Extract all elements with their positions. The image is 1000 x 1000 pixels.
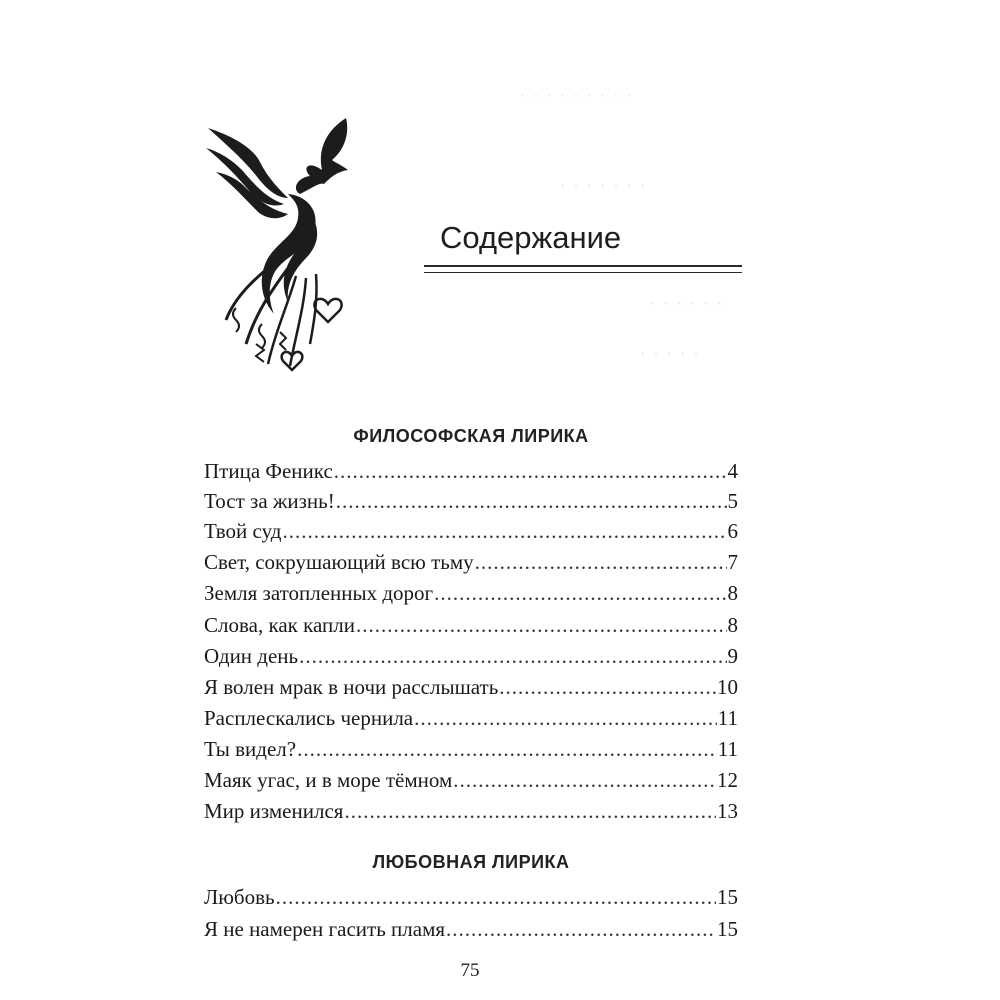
dot-leader [344, 796, 716, 826]
toc-entry-page: 8 [727, 581, 738, 605]
dot-leader [336, 486, 727, 516]
dot-leader [446, 914, 716, 944]
dot-leader [356, 610, 727, 640]
toc-entry-page: 8 [727, 613, 738, 637]
toc-entry-page: 15 [717, 885, 738, 909]
phoenix-icon [196, 108, 366, 388]
toc-entry-page: 11 [717, 737, 738, 761]
dot-leader [334, 456, 727, 486]
toc-entry-title: Маяк угас, и в море тёмном [204, 768, 453, 792]
dot-leader [276, 882, 716, 912]
toc-entry[interactable] [204, 610, 738, 640]
toc-entry-page: 5 [727, 489, 738, 513]
toc-entry-title: Один день [204, 644, 299, 668]
toc-entry-page: 9 [727, 644, 738, 668]
toc-entry-title: Твой суд [204, 519, 282, 543]
toc-entry[interactable] [204, 578, 738, 608]
toc-entry-title: Птица Феникс [204, 459, 333, 483]
dot-leader [499, 672, 716, 702]
heading-rule [424, 265, 742, 267]
dot-leader [453, 765, 716, 795]
toc-entry-page: 15 [717, 917, 738, 941]
toc-entry-title: Я волен мрак в ночи расслышать [204, 675, 499, 699]
section-title: ЛЮБОВНАЯ ЛИРИКА [372, 852, 570, 872]
bleed-through-shadow: · · · · · · · · · [520, 88, 634, 105]
toc-entry-title: Земля затопленных дорог [204, 581, 434, 605]
toc-entry-page: 4 [727, 459, 738, 483]
section-title: ФИЛОСОФСКАЯ ЛИРИКА [353, 426, 589, 446]
heading-rule-thin [424, 272, 742, 273]
dot-leader [475, 547, 727, 577]
toc-entry[interactable] [204, 486, 738, 516]
toc-entry-page: 6 [727, 519, 738, 543]
toc-entry-page: 10 [717, 675, 738, 699]
toc-entry-page: 11 [717, 706, 738, 730]
toc-entry[interactable] [204, 882, 738, 912]
toc-entry-title: Расплескались чернила [204, 706, 414, 730]
toc-entry-page: 7 [727, 550, 738, 574]
bleed-through-shadow: · · · · · [640, 346, 701, 363]
toc-entry-title: Любовь [204, 885, 275, 909]
toc-entry-title: Я не намерен гасить пламя [204, 917, 446, 941]
toc-entry[interactable] [204, 516, 738, 546]
toc-entry[interactable] [204, 914, 738, 944]
toc-entry-page: 12 [717, 768, 738, 792]
toc-entry[interactable] [204, 547, 738, 577]
toc-entry-title: Ты видел? [204, 737, 297, 761]
toc-entry-title: Тост за жизнь! [204, 489, 335, 513]
dot-leader [297, 734, 717, 764]
contents-heading: Содержание [440, 220, 622, 255]
bleed-through-shadow: · · · · · · · [560, 178, 648, 195]
dot-leader [299, 641, 726, 671]
toc-entry-title: Свет, сокрушающий всю тьму [204, 550, 474, 574]
toc-entry[interactable] [204, 796, 738, 826]
toc-entry-title: Слова, как капли [204, 613, 355, 637]
dot-leader [434, 578, 726, 608]
dot-leader [282, 516, 726, 546]
toc-entry[interactable] [204, 734, 738, 764]
toc-entry[interactable] [204, 641, 738, 671]
page-number: 75 [460, 960, 480, 981]
dot-leader [414, 703, 717, 733]
toc-entry-page: 13 [717, 799, 738, 823]
toc-entry-title: Мир изменился [204, 799, 344, 823]
toc-entry[interactable] [204, 456, 738, 486]
toc-entry[interactable] [204, 703, 738, 733]
bleed-through-shadow: · · · · · · [650, 296, 724, 313]
toc-entry[interactable] [204, 672, 738, 702]
toc-entry[interactable] [204, 765, 738, 795]
